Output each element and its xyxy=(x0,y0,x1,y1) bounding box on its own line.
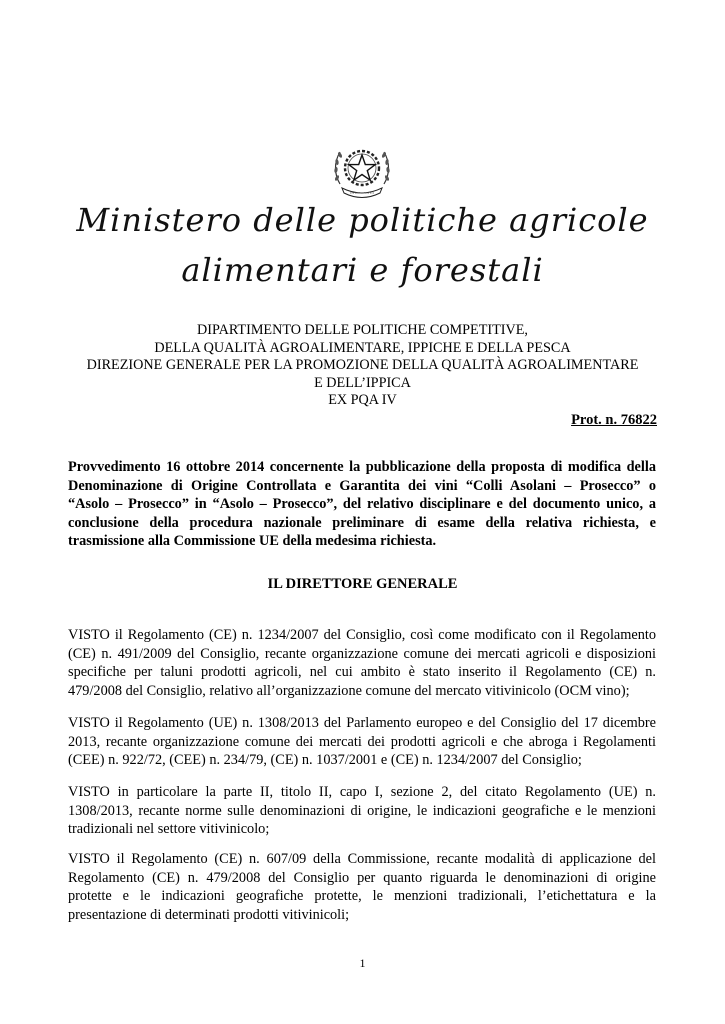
paragraph-line: tradizionali nel settore vitivinicolo; xyxy=(68,821,270,837)
paragraph-line: VISTO il Regolamento (UE) n. 1308/2013 del Parlamento europeo e del Consiglio del 17 dicembre xyxy=(68,715,656,731)
subject-line: conclusione della procedura nazionale preliminare di esame della relativa richiesta, e xyxy=(68,514,656,531)
department-line: DIREZIONE GENERALE PER LA PROMOZIONE DELLA QUALITÀ AGROALIMENTARE xyxy=(86,357,639,373)
paragraph-line: (CE) n. 491/2009 del Consiglio, recante organizzazione comune dei mercati agricoli e disposizioni xyxy=(68,645,656,662)
paragraph-line: VISTO il Regolamento (CE) n. 607/09 della Commissione, recante modalità di applicazione del xyxy=(68,851,656,867)
subject-line: Denominazione di Origine Controllata e Garantita dei vini “Colli Asolani – Prosecco” o xyxy=(68,477,656,494)
paragraph-line: 2013, recante organizzazione comune dei mercati dei prodotti agricoli e che abroga i Regolamenti xyxy=(68,733,656,750)
visto-paragraph xyxy=(68,850,656,924)
department-line: EX PQA IV xyxy=(328,392,397,408)
protocol-number: Prot. n. 76822 xyxy=(571,412,657,428)
department-line: DIPARTIMENTO DELLE POLITICHE COMPETITIVE, xyxy=(197,322,528,338)
department-line: DELLA QUALITÀ AGROALIMENTARE, IPPICHE E DELLA PESCA xyxy=(154,339,571,356)
paragraph-line: presentazione di determinati prodotti vitivinicoli; xyxy=(68,906,350,923)
visto-paragraph xyxy=(68,714,656,770)
italian-republic-emblem-icon xyxy=(330,140,394,206)
page-number: 1 xyxy=(359,956,366,970)
visto-paragraph xyxy=(68,626,656,700)
paragraph-line: 1308/2013, recante norme sulle denominazioni di origine, le indicazioni geografiche e le menzioni xyxy=(68,802,656,819)
visto-paragraph xyxy=(68,783,656,839)
department-heading xyxy=(60,322,665,410)
paragraph-line: protette e le indicazioni geografiche protette, le menzioni tradizionali, l’etichettatura e la xyxy=(68,888,656,904)
paragraph-line: Regolamento (CE) n. 479/2008 del Consiglio per quanto riguarda le denominazioni di origine xyxy=(68,869,656,886)
subject-line: “Asolo – Prosecco” in “Asolo – Prosecco”, del relativo disciplinare e del documento unico, a xyxy=(68,496,656,512)
paragraph-line: specifiche per taluni prodotti agricoli, nel cui ambito è stato inserito il Regolamento (CE) n. xyxy=(68,664,656,680)
director-title: IL DIRETTORE GENERALE xyxy=(267,576,458,592)
subject-paragraph xyxy=(68,458,656,551)
department-line: E DELL’IPPICA xyxy=(314,374,411,391)
paragraph-line: VISTO il Regolamento (CE) n. 1234/2007 del Consiglio, così come modificato con il Regolamento xyxy=(68,627,656,643)
ministry-name-line1: Ministero delle politiche agricole xyxy=(76,201,649,239)
subject-line: trasmissione alla Commissione UE della medesima richiesta. xyxy=(68,533,437,549)
paragraph-line: 479/2008 del Consiglio, relativo all’organizzazione comune del mercato vitivinicolo (OCM vino); xyxy=(68,682,630,699)
paragraph-line: (CEE) n. 922/72, (CEE) n. 234/79, (CE) n. 1037/2001 e (CE) n. 1234/2007 del Consiglio; xyxy=(68,752,582,768)
subject-line: Provvedimento 16 ottobre 2014 concernente la pubblicazione della proposta di modifica della xyxy=(68,459,656,475)
ministry-name-line2: alimentari e forestali xyxy=(181,251,544,289)
paragraph-line: VISTO in particolare la parte II, titolo II, capo I, sezione 2, del citato Regolamento (UE) n. xyxy=(68,784,656,800)
